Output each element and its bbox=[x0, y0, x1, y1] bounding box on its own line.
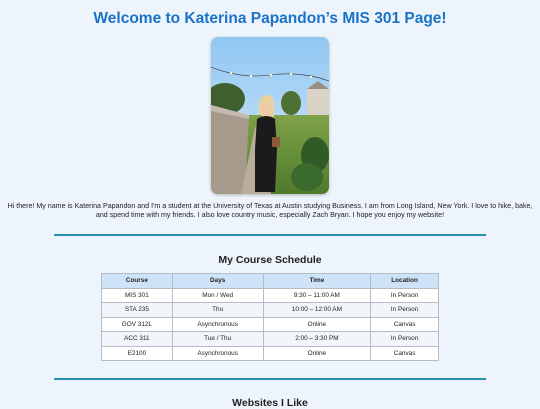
cell-location: Canvas bbox=[371, 346, 439, 361]
profile-photo bbox=[211, 37, 329, 194]
cell-course: MIS 301 bbox=[102, 288, 173, 303]
cell-course: ACC 311 bbox=[102, 332, 173, 347]
section-divider bbox=[54, 234, 486, 236]
cell-time: 9:30 – 11:00 AM bbox=[263, 288, 371, 303]
column-header-days: Days bbox=[172, 274, 263, 289]
table-header-row bbox=[102, 274, 439, 289]
table-row bbox=[102, 346, 439, 361]
profile-photo-image bbox=[211, 37, 329, 194]
page-title: Welcome to Katerina Papandon’s MIS 301 Page! bbox=[93, 10, 447, 27]
column-header-time: Time bbox=[263, 274, 371, 289]
column-header-course: Course bbox=[102, 274, 173, 289]
section-divider bbox=[54, 378, 486, 380]
intro-text: Hi there! My name is Katerina Papandon and I'm a student at the University of Texas at Austin studying Business. I am from Long Island, New York. I love to hike, bake, and spend time with my friends. I also love country music, especially Zach Bryan. I hope you enjoy my website! bbox=[7, 202, 533, 220]
table-row bbox=[102, 332, 439, 347]
cell-location: In Person bbox=[371, 332, 439, 347]
cell-days: Asynchronous bbox=[172, 346, 263, 361]
cell-course: STA 235 bbox=[102, 303, 173, 318]
cell-location: Canvas bbox=[371, 317, 439, 332]
column-header-location: Location bbox=[371, 274, 439, 289]
cell-location: In Person bbox=[371, 303, 439, 318]
cell-course: GOV 312L bbox=[102, 317, 173, 332]
course-schedule-table bbox=[101, 273, 439, 361]
cell-time: Online bbox=[263, 346, 371, 361]
schedule-heading: My Course Schedule bbox=[218, 254, 322, 266]
cell-location: In Person bbox=[371, 288, 439, 303]
cell-course: E2100 bbox=[102, 346, 173, 361]
websites-heading: Websites I Like bbox=[232, 397, 308, 409]
cell-days: Thu bbox=[172, 303, 263, 318]
cell-days: Tue / Thu bbox=[172, 332, 263, 347]
cell-days: Asynchronous bbox=[172, 317, 263, 332]
cell-time: Online bbox=[263, 317, 371, 332]
cell-time: 2:00 – 3:30 PM bbox=[263, 332, 371, 347]
table-row bbox=[102, 288, 439, 303]
table-row bbox=[102, 303, 439, 318]
table-row bbox=[102, 317, 439, 332]
cell-days: Mon / Wed bbox=[172, 288, 263, 303]
cell-time: 10:00 – 12:00 AM bbox=[263, 303, 371, 318]
